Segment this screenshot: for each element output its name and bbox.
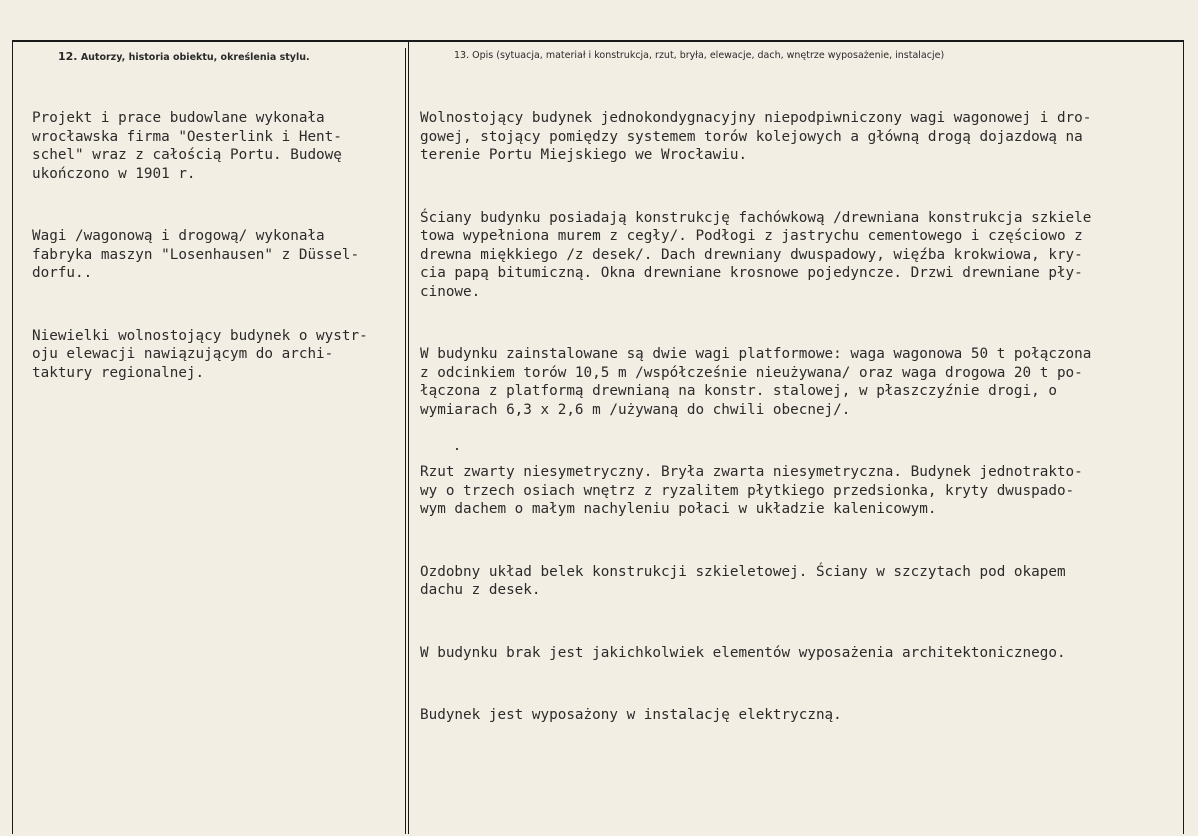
paragraph: Ściany budynku posiadają konstrukcję fachówkową /drewniana konstrukcja szkiele towa wypełniona murem z cegły/. Podłogi z jastrychu cementowego i częściowo z drewna miękkiego /z desek/. Dach drewniany dwuspadowy, więźba krokwiowa, kry- cia papą bitumiczną. Okna drewniane krosnowe pojedyncze. Drzwi drewniane pły- cinowe. xyxy=(420,209,1092,300)
section-12-title: Autorzy, historia obiektu, określenia stylu. xyxy=(80,52,310,63)
section-13-number: 13. xyxy=(454,50,470,61)
section-12-header xyxy=(58,50,310,63)
paragraph: Wagi /wagonową i drogową/ wykonała fabryka maszyn "Losenhausen" z Düssel- dorfu.. xyxy=(32,228,360,281)
section-12-number: 12. xyxy=(58,50,78,63)
section-13-body xyxy=(420,72,1091,769)
paragraph: Budynek jest wyposażony w instalację elektryczną. xyxy=(420,707,842,723)
paragraph: Projekt i prace budowlane wykonała wrocławska firma "Oesterlink i Hent- schel" wraz z całością Portu. Budowę ukończono w 1901 r. xyxy=(32,110,342,182)
section-12-body xyxy=(32,72,368,426)
paragraph: Niewielki wolnostojący budynek o wystr- oju elewacji nawiązującym do archi- taktury regionalnej. xyxy=(32,327,368,381)
ink-speck xyxy=(456,448,458,450)
section-13-title: Opis (sytuacja, materiał i konstrukcja, rzut, bryła, elewacje, dach, wnętrze wyposażenie, instalacje) xyxy=(472,50,945,61)
paragraph: Rzut zwarty niesymetryczny. Bryła zwarta niesymetryczna. Budynek jednotrakto- wy o trzech osiach wnętrz z ryzalitem płytkiego przedsionka, kryty dwuspado- wym dachem o małym nachyleniu połaci w układzie kalenicowym. xyxy=(420,464,1083,517)
column-divider xyxy=(408,40,409,834)
section-13-header xyxy=(454,50,944,61)
paragraph: Wolnostojący budynek jednokondygnacyjny niepodpiwniczony wagi wagonowej i dro- gowej, stojący pomiędzy systemem torów kolejowych a główną drogą dojazdową na terenie Portu Miejskiego we Wrocławiu. xyxy=(420,110,1092,163)
paragraph: W budynku brak jest jakichkolwiek elementów wyposażenia architektonicznego. xyxy=(420,644,1066,661)
paragraph: W budynku zainstalowane są dwie wagi platformowe: waga wagonowa 50 t połączona z odcinkiem torów 10,5 m /współcześnie nieużywana/ oraz waga drogowa 20 t po- łączona z platformą drewnianą na konstr. stalowej, w płaszczyźnie drogi, o wymiarach 6,3 x 2,6 m /używaną do chwili obecnej/. xyxy=(420,346,1092,418)
column-divider-inner xyxy=(405,48,406,834)
paragraph: Ozdobny układ belek konstrukcji szkieletowej. Ściany w szczytach pod okapem dachu z desek. xyxy=(420,563,1066,598)
